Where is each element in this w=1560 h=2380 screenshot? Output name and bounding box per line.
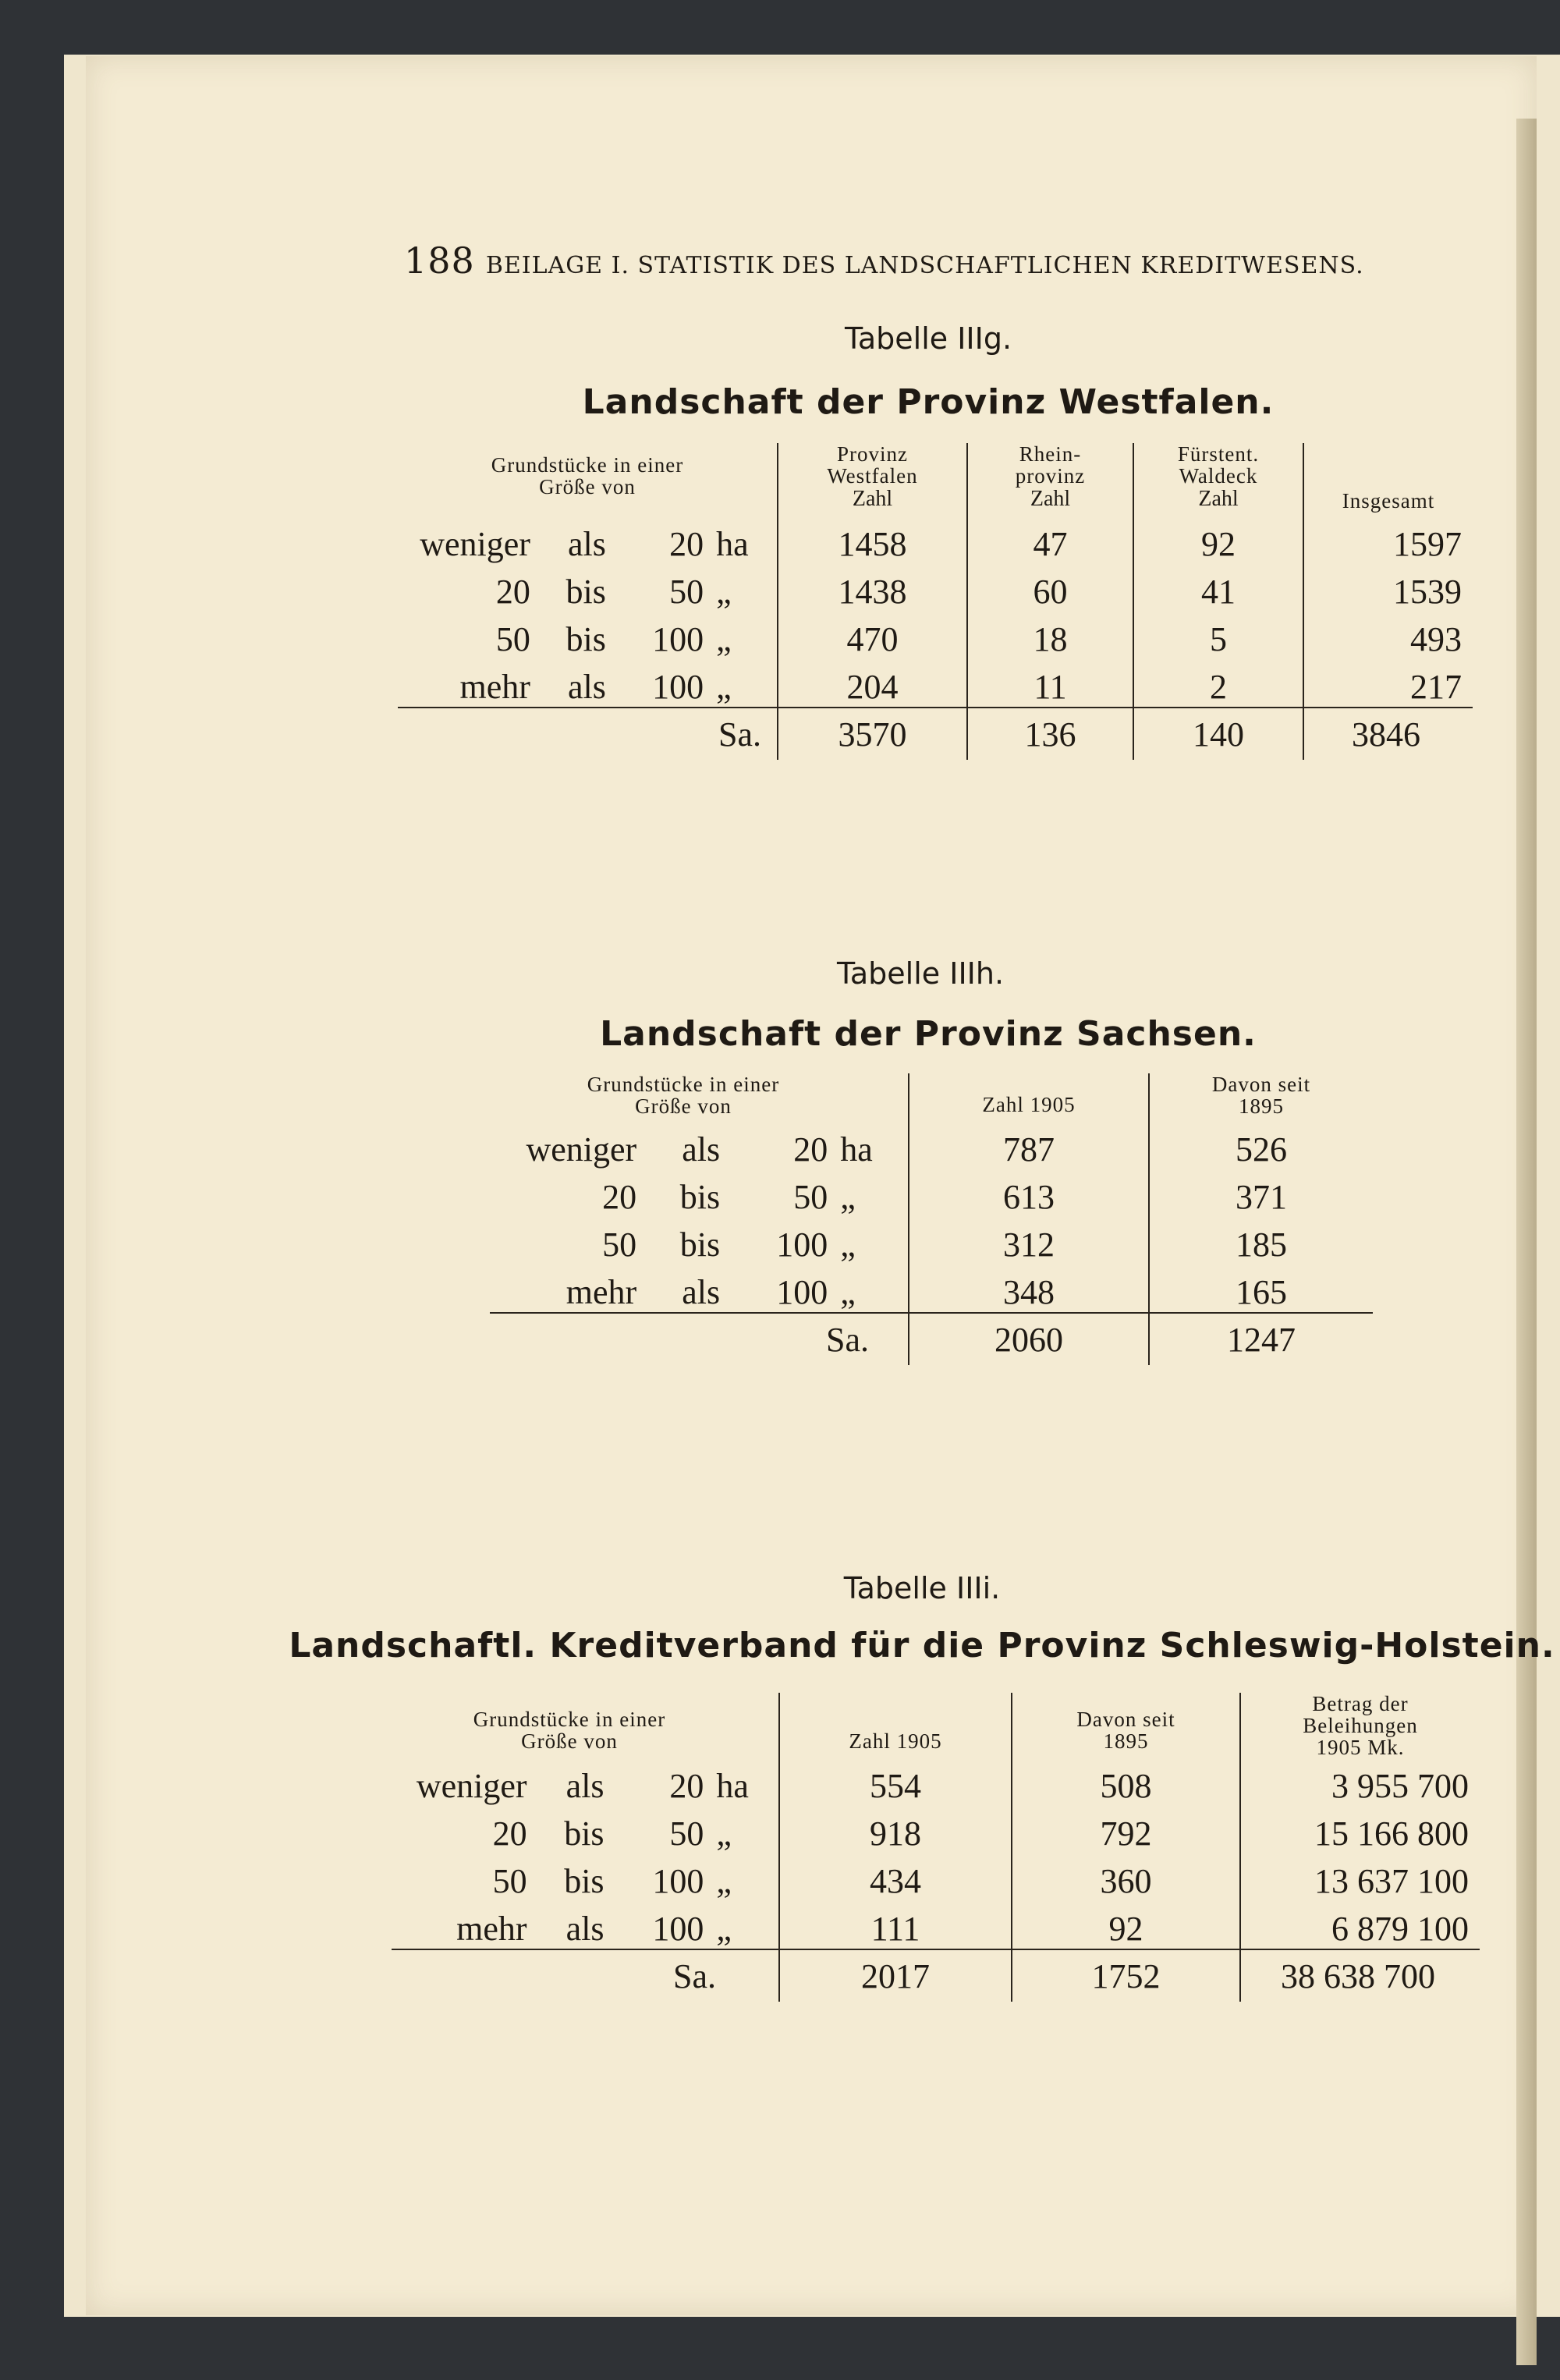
table-cell: 20	[793, 1130, 828, 1169]
table-cell: 20	[602, 1178, 637, 1216]
header-text: Davon seit 1895	[1211, 1073, 1311, 1118]
table-cell: 100	[652, 620, 704, 658]
table-cell: 20	[669, 1767, 704, 1805]
table-row	[392, 1853, 1480, 1901]
table-row	[490, 1169, 1373, 1217]
table-cell: 371	[1149, 1169, 1373, 1217]
table-cell: 1438	[778, 564, 967, 612]
table-cell: weniger	[420, 525, 530, 563]
table-cell: 140	[1133, 708, 1303, 760]
table-cell: „	[716, 573, 732, 611]
table-cell: bis	[566, 620, 606, 658]
table-row	[398, 612, 1473, 659]
header-text: Provinz Westfalen	[827, 442, 918, 488]
table-cell: 2	[1133, 659, 1303, 708]
table-cell: 1539	[1303, 564, 1473, 612]
table-cell: 1458	[778, 516, 967, 564]
table-cell: bis	[679, 1178, 721, 1216]
table-row	[490, 1217, 1373, 1264]
table-cell: „	[716, 1814, 732, 1853]
table-cell: als	[682, 1273, 721, 1311]
table-cell: ha	[716, 525, 749, 563]
table-cell: ha	[840, 1130, 873, 1169]
table-cell: 18	[967, 612, 1133, 659]
table-cell: 13 637 100	[1240, 1853, 1480, 1901]
header-zahl-1905: Zahl 1905	[779, 1693, 1012, 1758]
table-cell: 50	[669, 573, 704, 611]
header-zahl-1905: Zahl 1905	[909, 1073, 1149, 1122]
sum-row	[398, 708, 1473, 760]
table-cell: als	[568, 668, 606, 706]
subheader-zahl: Zahl	[967, 487, 1133, 516]
table-cell: 11	[967, 659, 1133, 708]
sum-row	[490, 1313, 1373, 1365]
header-text: Grundstücke in einer Größe von	[473, 1708, 666, 1753]
table-cell: „	[840, 1178, 856, 1216]
page-edge	[1516, 119, 1537, 2365]
table-cell: 50	[669, 1814, 704, 1853]
header-rheinprovinz	[967, 443, 1133, 487]
subheader-zahl: Zahl	[778, 487, 967, 516]
table-cell: 613	[909, 1169, 1149, 1217]
table-cell: 2017	[779, 1949, 1012, 2002]
table-cell: 100	[652, 668, 704, 706]
header-westfalen	[778, 443, 967, 487]
header-davon	[1012, 1693, 1240, 1758]
table-h	[490, 1073, 1373, 1365]
table-cell: mehr	[459, 668, 530, 706]
table-row	[392, 1758, 1480, 1806]
header-size	[392, 1693, 779, 1758]
table-cell: 434	[779, 1853, 1012, 1901]
table-cell: „	[716, 1910, 732, 1948]
header-betrag	[1240, 1693, 1480, 1758]
table-g-subtitle: Landschaft der Provinz Westfalen.	[582, 382, 1275, 422]
table-cell: 47	[967, 516, 1133, 564]
table-g-title: Tabelle IIIg.	[844, 321, 1012, 356]
table-cell: 111	[779, 1901, 1012, 1949]
table-cell: „	[716, 620, 732, 658]
table-cell: 2060	[909, 1313, 1149, 1365]
table-cell: 100	[652, 1910, 704, 1948]
table-cell: weniger	[416, 1767, 527, 1805]
table-cell: „	[716, 668, 732, 706]
table-i-title: Tabelle IIIi.	[843, 1571, 1001, 1605]
table-cell: als	[566, 1910, 604, 1948]
header-text: Insgesamt	[1342, 489, 1435, 513]
table-i	[392, 1693, 1480, 2002]
table-cell: 100	[776, 1225, 828, 1264]
table-cell: 92	[1012, 1901, 1240, 1949]
table-h-subtitle: Landschaft der Provinz Sachsen.	[600, 1014, 1257, 1054]
header-size	[490, 1073, 909, 1122]
sum-row	[392, 1949, 1480, 2002]
table-cell: 165	[1149, 1264, 1373, 1313]
header-text: Grundstücke in einer Größe von	[491, 453, 684, 498]
table-cell: „	[716, 1862, 732, 1900]
table-g	[398, 443, 1473, 760]
table-cell: 3846	[1303, 708, 1473, 760]
header-text: Rhein- provinz	[1015, 442, 1086, 488]
table-cell: 787	[909, 1122, 1149, 1169]
table-cell: 217	[1303, 659, 1473, 708]
table-i-subtitle: Landschaftl. Kreditverband für die Provinz Schleswig-Holstein.	[289, 1626, 1555, 1665]
table-row	[490, 1122, 1373, 1169]
table-row	[490, 1264, 1373, 1313]
table-cell: 136	[967, 708, 1133, 760]
table-cell: 60	[967, 564, 1133, 612]
table-cell: 20	[495, 573, 530, 611]
table-row	[398, 659, 1473, 708]
running-head-text: BEILAGE I. STATISTIK DES LANDSCHAFTLICHEN KREDITWESENS.	[485, 252, 1364, 279]
table-cell: 3570	[778, 708, 967, 760]
running-head	[404, 239, 1402, 282]
table-cell: 38 638 700	[1240, 1949, 1480, 2002]
table-cell: 312	[909, 1217, 1149, 1264]
table-cell: 918	[779, 1806, 1012, 1853]
table-cell: bis	[564, 1814, 604, 1853]
table-cell: 470	[778, 612, 967, 659]
table-cell: 360	[1012, 1853, 1240, 1901]
table-cell: 493	[1303, 612, 1473, 659]
table-cell: ha	[716, 1767, 749, 1805]
header-text: Fürstent. Waldeck	[1177, 442, 1260, 488]
table-cell: 20	[669, 525, 704, 563]
header-insgesamt	[1303, 443, 1473, 516]
table-cell: 15 166 800	[1240, 1806, 1480, 1853]
table-cell: mehr	[566, 1273, 637, 1311]
table-row	[392, 1901, 1480, 1949]
subheader-zahl: Zahl	[1133, 487, 1303, 516]
table-row	[398, 564, 1473, 612]
table-cell: als	[566, 1767, 604, 1805]
table-cell: Sa.	[392, 1949, 779, 2002]
table-cell: mehr	[456, 1910, 527, 1948]
table-cell: 100	[652, 1862, 704, 1900]
table-cell: weniger	[526, 1130, 637, 1169]
table-cell: „	[840, 1273, 856, 1311]
table-cell: 204	[778, 659, 967, 708]
table-cell: 508	[1012, 1758, 1240, 1806]
table-cell: 50	[602, 1225, 637, 1264]
table-cell: 1597	[1303, 516, 1473, 564]
table-h-title: Tabelle IIIh.	[836, 956, 1005, 991]
table-cell: 50	[492, 1862, 527, 1900]
page-number: 188	[404, 239, 475, 282]
table-cell: 50	[793, 1178, 828, 1216]
table-row	[398, 516, 1473, 564]
table-cell: 20	[492, 1814, 527, 1853]
table-cell: 554	[779, 1758, 1012, 1806]
header-text: Davon seit 1895	[1076, 1708, 1175, 1753]
table-cell: „	[840, 1225, 856, 1264]
table-cell: 3 955 700	[1240, 1758, 1480, 1806]
table-row	[392, 1806, 1480, 1853]
table-cell: 100	[776, 1273, 828, 1311]
table-cell: 50	[495, 620, 530, 658]
table-cell: 792	[1012, 1806, 1240, 1853]
table-cell: 185	[1149, 1217, 1373, 1264]
table-cell: 92	[1133, 516, 1303, 564]
header-text: Grundstücke in einer Größe von	[587, 1073, 780, 1118]
table-cell: 41	[1133, 564, 1303, 612]
table-cell: als	[682, 1130, 721, 1169]
table-cell: bis	[566, 573, 606, 611]
header-text: Betrag der Beleihungen 1905 Mk.	[1303, 1692, 1418, 1759]
table-cell: 1247	[1149, 1313, 1373, 1365]
header-waldeck	[1133, 443, 1303, 487]
table-cell: 5	[1133, 612, 1303, 659]
table-cell: Sa.	[490, 1313, 909, 1365]
table-cell: 526	[1149, 1122, 1373, 1169]
table-cell: Sa.	[398, 708, 778, 760]
header-size	[398, 443, 778, 516]
table-cell: 6 879 100	[1240, 1901, 1480, 1949]
header-davon	[1149, 1073, 1373, 1122]
table-cell: als	[568, 525, 606, 563]
table-cell: 1752	[1012, 1949, 1240, 2002]
table-cell: bis	[564, 1862, 604, 1900]
table-cell: 348	[909, 1264, 1149, 1313]
table-cell: bis	[679, 1225, 721, 1264]
